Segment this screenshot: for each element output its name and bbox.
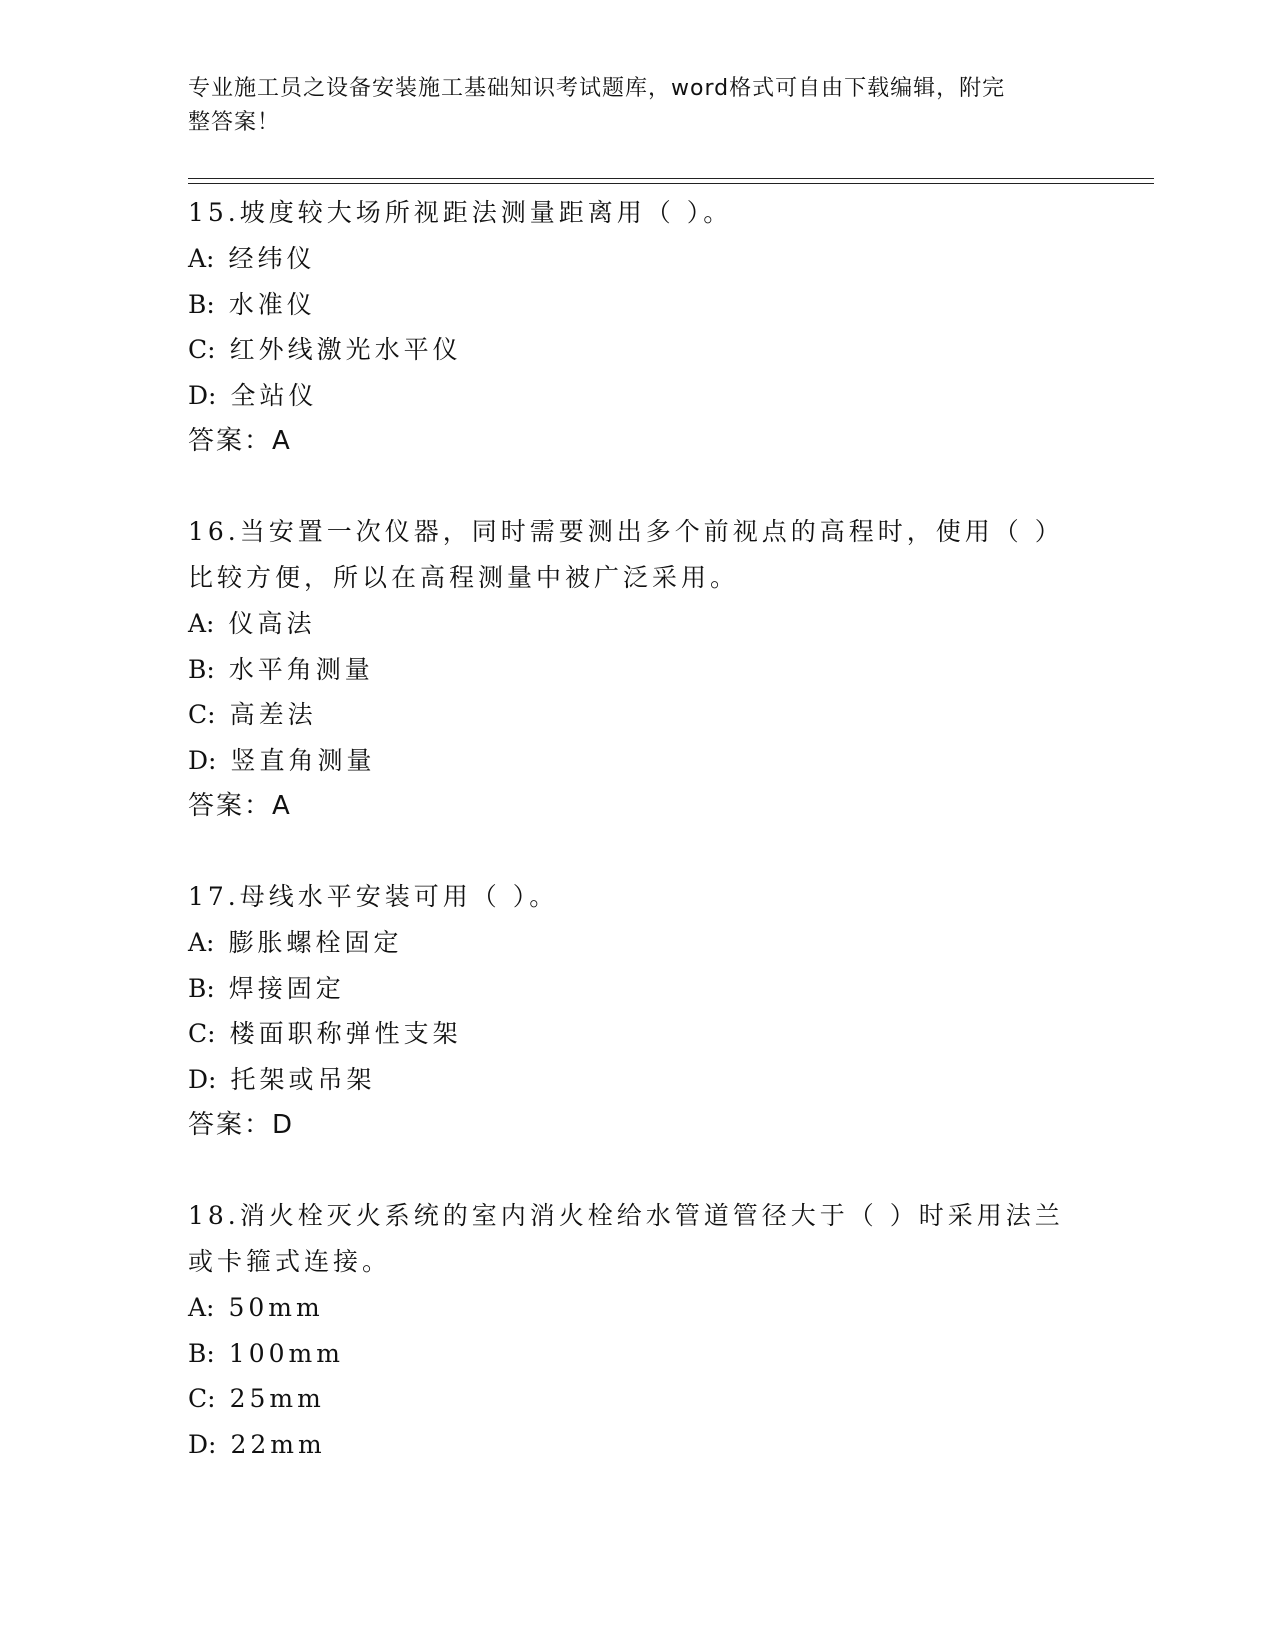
answer-label: 答案： [188, 1110, 273, 1140]
option-a [188, 920, 1088, 966]
option-d [188, 373, 1088, 419]
option-letter: B: [188, 973, 215, 1003]
option-letter: A: [188, 609, 215, 638]
question-16 [188, 509, 1088, 829]
option-d [188, 1057, 1088, 1103]
option-a [188, 236, 1088, 282]
option-letter: C: [188, 700, 216, 729]
option-letter: C: [188, 1384, 216, 1413]
answer-line [188, 1102, 1088, 1148]
option-text: 水平角测量 [228, 654, 374, 684]
question-list [188, 190, 1088, 1512]
option-d [188, 738, 1088, 784]
option-letter: B: [188, 289, 215, 319]
option-letter: D: [188, 380, 217, 410]
option-text: 托架或吊架 [230, 1064, 376, 1094]
question-15 [188, 190, 1088, 464]
option-text: 25mm [229, 1384, 325, 1413]
option-text: 50mm [228, 1293, 324, 1322]
option-a [188, 1285, 1088, 1331]
answer-value: A [272, 791, 292, 821]
question-18 [188, 1193, 1088, 1467]
question-17 [188, 874, 1088, 1148]
header-line-2: 整答案！ [188, 110, 281, 135]
option-text: 全站仪 [230, 380, 318, 410]
document-header [188, 72, 1068, 140]
option-text: 仪高法 [228, 609, 316, 638]
option-d [188, 1422, 1088, 1468]
question-text: 18.消火栓灭火系统的室内消火栓给水管道管径大于（ ）时采用法兰或卡箍式连接。 [188, 1201, 1064, 1276]
question-text: 17.母线水平安装可用（ ）。 [188, 882, 559, 911]
option-text: 高差法 [229, 700, 317, 729]
option-letter: A: [188, 1293, 215, 1322]
option-letter: A: [188, 928, 215, 957]
question-text: 15.坡度较大场所视距法测量距离用（ ）。 [188, 198, 733, 227]
answer-line [188, 783, 1088, 829]
option-c [188, 1011, 1088, 1057]
option-letter: C: [188, 335, 216, 364]
option-text: 100mm [228, 1338, 344, 1368]
option-b [188, 966, 1088, 1012]
option-text: 红外线激光水平仪 [229, 335, 462, 364]
answer-label: 答案： [188, 426, 273, 456]
option-text: 经纬仪 [228, 244, 316, 273]
option-letter: A: [188, 244, 215, 273]
option-letter: D: [188, 1429, 217, 1459]
question-text: 16.当安置一次仪器，同时需要测出多个前视点的高程时，使用（ ）比较方便，所以在高程测量中被广泛采用。 [188, 517, 1064, 592]
answer-value: D [272, 1110, 295, 1140]
option-letter: B: [188, 654, 215, 684]
header-line-1: 专业施工员之设备安装施工基础知识考试题库，word格式可自由下载编辑，附完 [188, 76, 1006, 101]
header-divider-bottom [188, 183, 1154, 184]
answer-label: 答案： [188, 791, 273, 821]
option-text: 水准仪 [228, 289, 316, 319]
option-a [188, 601, 1088, 647]
answer-value: A [272, 426, 292, 456]
option-letter: B: [188, 1338, 215, 1368]
option-text: 22mm [230, 1429, 326, 1459]
option-b [188, 282, 1088, 328]
answer-line [188, 418, 1088, 464]
option-text: 竖直角测量 [230, 745, 376, 775]
option-c [188, 692, 1088, 738]
option-text: 焊接固定 [228, 973, 345, 1003]
header-divider-top [188, 178, 1154, 179]
option-c [188, 1376, 1088, 1422]
option-text: 膨胀螺栓固定 [228, 928, 403, 957]
option-text: 楼面职称弹性支架 [229, 1019, 462, 1048]
option-letter: D: [188, 745, 217, 775]
option-letter: D: [188, 1064, 217, 1094]
option-b [188, 647, 1088, 693]
option-b [188, 1331, 1088, 1377]
option-letter: C: [188, 1019, 216, 1048]
option-c [188, 327, 1088, 373]
